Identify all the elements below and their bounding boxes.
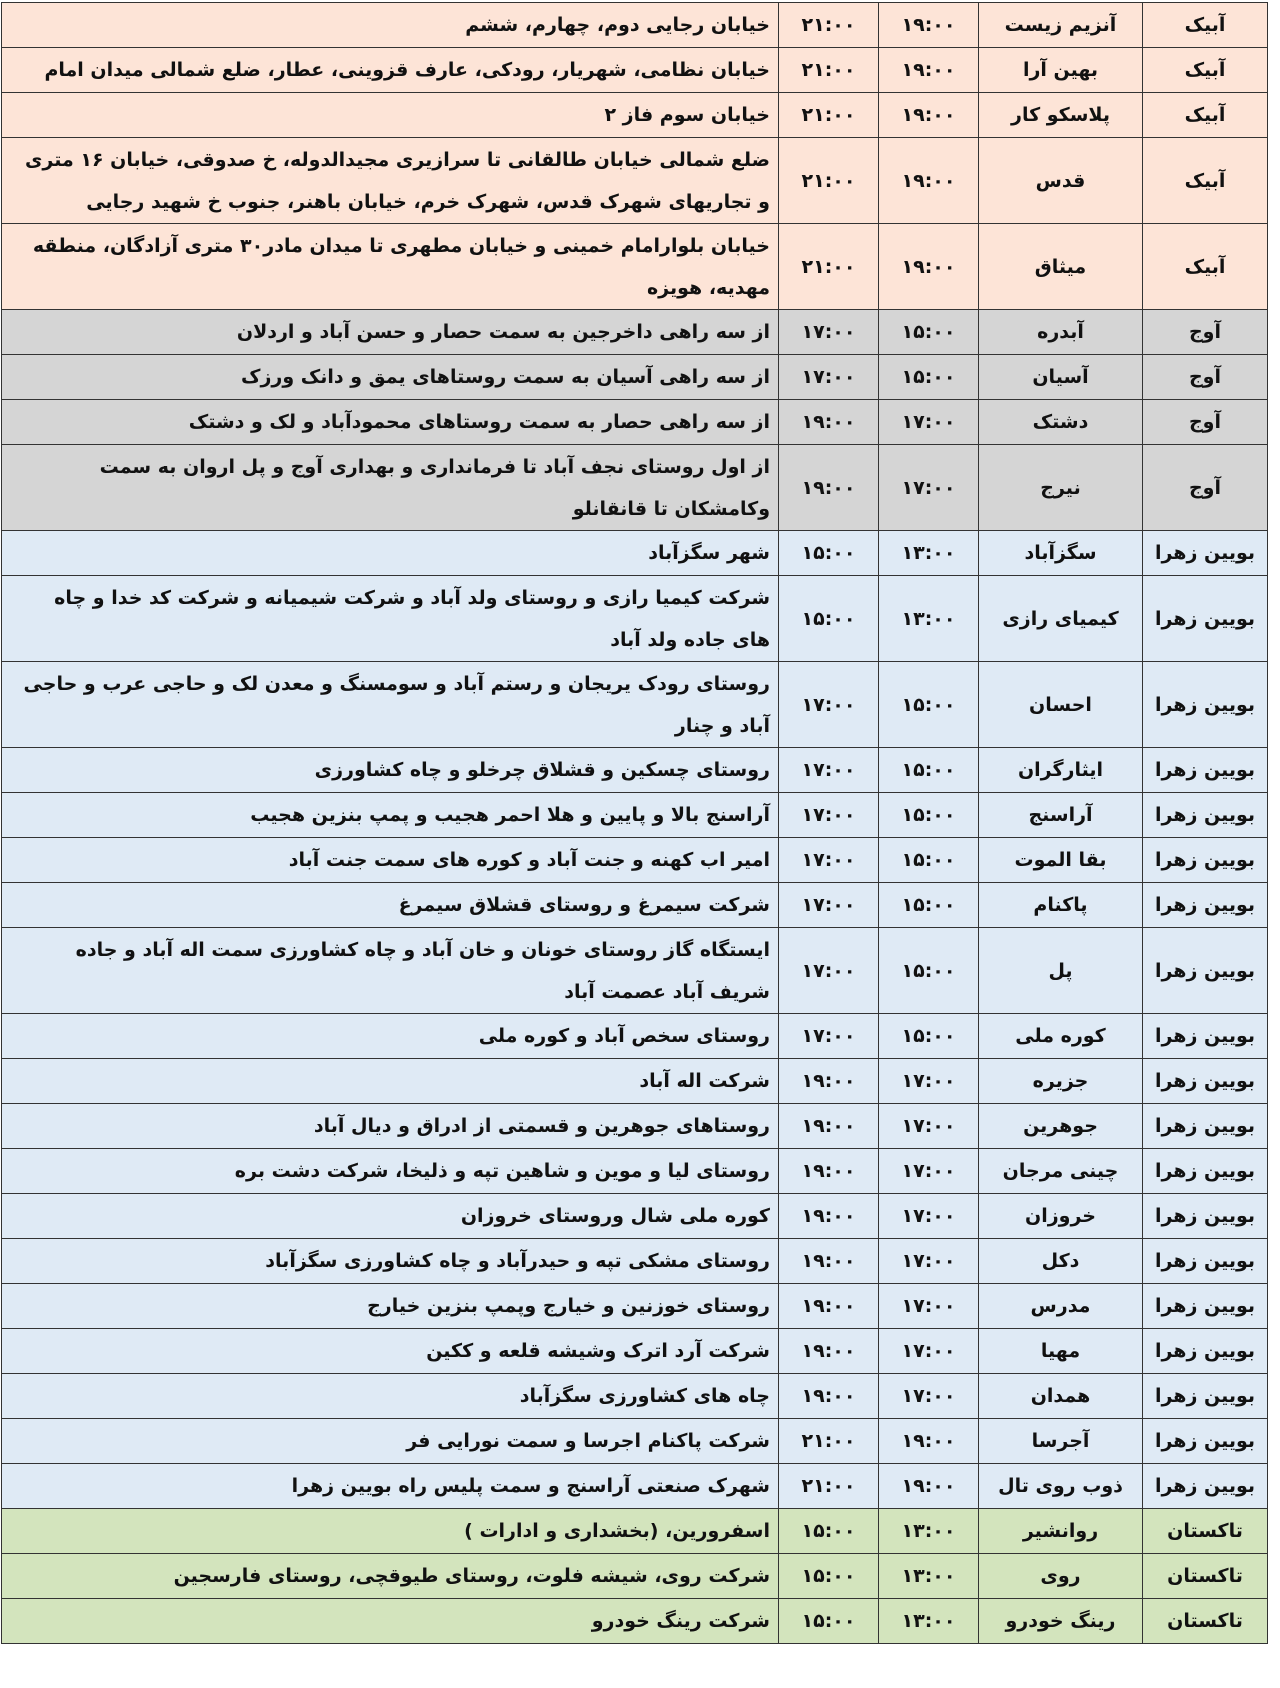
- description-cell: چاه های کشاورزی سگزآباد: [2, 1374, 779, 1419]
- start-time-cell: ۱۹:۰۰: [879, 3, 979, 48]
- city-cell: بویین زهرا: [1143, 1329, 1268, 1374]
- area-cell: پاکنام: [979, 883, 1143, 928]
- description-cell: روستاهای جوهرین و قسمتی از ادراق و دیال آباد: [2, 1104, 779, 1149]
- description-cell: شرکت اله آباد: [2, 1059, 779, 1104]
- table-row: [2, 445, 1268, 531]
- description-cell: روستای سخص آباد و کوره ملی: [2, 1014, 779, 1059]
- city-cell: بویین زهرا: [1143, 748, 1268, 793]
- description-cell: شرکت روی، شیشه فلوت، روستای طیوقچی، روستای فارسجین: [2, 1554, 779, 1599]
- city-cell: آبیک: [1143, 48, 1268, 93]
- start-time-cell: ۱۷:۰۰: [879, 1194, 979, 1239]
- end-time-cell: ۱۷:۰۰: [779, 355, 879, 400]
- end-time-cell: ۱۹:۰۰: [779, 1239, 879, 1284]
- end-time-cell: ۱۵:۰۰: [779, 1599, 879, 1644]
- end-time-cell: ۱۷:۰۰: [779, 883, 879, 928]
- end-time-cell: ۱۹:۰۰: [779, 400, 879, 445]
- city-cell: بویین زهرا: [1143, 1284, 1268, 1329]
- start-time-cell: ۱۵:۰۰: [879, 1014, 979, 1059]
- start-time-cell: ۱۷:۰۰: [879, 1284, 979, 1329]
- description-cell: شرکت رینگ خودرو: [2, 1599, 779, 1644]
- table-row: [2, 1599, 1268, 1644]
- table-row: [2, 1374, 1268, 1419]
- area-cell: مدرس: [979, 1284, 1143, 1329]
- city-cell: آوج: [1143, 310, 1268, 355]
- area-cell: آجرسا: [979, 1419, 1143, 1464]
- description-cell: روستای مشکی تپه و حیدرآباد و چاه کشاورزی سگزآباد: [2, 1239, 779, 1284]
- area-cell: آراسنج: [979, 793, 1143, 838]
- city-cell: بویین زهرا: [1143, 1194, 1268, 1239]
- start-time-cell: ۱۳:۰۰: [879, 1509, 979, 1554]
- end-time-cell: ۱۵:۰۰: [779, 531, 879, 576]
- city-cell: بویین زهرا: [1143, 576, 1268, 662]
- end-time-cell: ۱۷:۰۰: [779, 928, 879, 1014]
- description-cell: خیابان رجایی دوم، چهارم، ششم: [2, 3, 779, 48]
- table-row: [2, 1419, 1268, 1464]
- area-cell: آنزیم زیست: [979, 3, 1143, 48]
- end-time-cell: ۲۱:۰۰: [779, 1464, 879, 1509]
- city-cell: بویین زهرا: [1143, 662, 1268, 748]
- area-cell: جوهرین: [979, 1104, 1143, 1149]
- city-cell: بویین زهرا: [1143, 883, 1268, 928]
- area-cell: بقا الموت: [979, 838, 1143, 883]
- description-cell: از اول روستای نجف آباد تا فرمانداری و بهداری آوج و پل اروان به سمت وکامشکان تا قانقانلو: [2, 445, 779, 531]
- end-time-cell: ۱۵:۰۰: [779, 1509, 879, 1554]
- city-cell: بویین زهرا: [1143, 1059, 1268, 1104]
- city-cell: آبیک: [1143, 138, 1268, 224]
- area-cell: آبدره: [979, 310, 1143, 355]
- area-cell: مهیا: [979, 1329, 1143, 1374]
- end-time-cell: ۱۹:۰۰: [779, 445, 879, 531]
- start-time-cell: ۱۹:۰۰: [879, 1419, 979, 1464]
- end-time-cell: ۱۷:۰۰: [779, 748, 879, 793]
- description-cell: کوره ملی شال وروستای خروزان: [2, 1194, 779, 1239]
- description-cell: ضلع شمالی خیابان طالقانی تا سرازیری مجیدالدوله، خ صدوقی، خیابان ۱۶ متری و تجاریهای شهرک قدس، شهرک خرم، خیابان باهنر، جنوب خ شهید رجایی: [2, 138, 779, 224]
- description-cell: شرکت آرد اترک وشیشه قلعه و ککین: [2, 1329, 779, 1374]
- start-time-cell: ۱۵:۰۰: [879, 748, 979, 793]
- table-row: [2, 48, 1268, 93]
- description-cell: روستای خوزنین و خیارج وپمپ بنزین خیارج: [2, 1284, 779, 1329]
- table-row: [2, 1149, 1268, 1194]
- city-cell: تاکستان: [1143, 1509, 1268, 1554]
- city-cell: آبیک: [1143, 3, 1268, 48]
- end-time-cell: ۱۹:۰۰: [779, 1284, 879, 1329]
- table-row: [2, 3, 1268, 48]
- end-time-cell: ۱۷:۰۰: [779, 1014, 879, 1059]
- end-time-cell: ۱۷:۰۰: [779, 310, 879, 355]
- table-row: [2, 838, 1268, 883]
- area-cell: جزیره: [979, 1059, 1143, 1104]
- table-row: [2, 1014, 1268, 1059]
- start-time-cell: ۱۳:۰۰: [879, 1599, 979, 1644]
- end-time-cell: ۲۱:۰۰: [779, 138, 879, 224]
- table-row: [2, 1464, 1268, 1509]
- area-cell: ذوب روی تال: [979, 1464, 1143, 1509]
- description-cell: شرکت سیمرغ و روستای قشلاق سیمرغ: [2, 883, 779, 928]
- description-cell: خیابان سوم فاز ۲: [2, 93, 779, 138]
- area-cell: سگزآباد: [979, 531, 1143, 576]
- area-cell: پل: [979, 928, 1143, 1014]
- end-time-cell: ۱۹:۰۰: [779, 1059, 879, 1104]
- area-cell: روانشیر: [979, 1509, 1143, 1554]
- description-cell: از سه راهی حصار به سمت روستاهای محمودآباد و لک و دشتک: [2, 400, 779, 445]
- table-row: [2, 1104, 1268, 1149]
- end-time-cell: ۱۹:۰۰: [779, 1194, 879, 1239]
- start-time-cell: ۱۵:۰۰: [879, 883, 979, 928]
- area-cell: رینگ خودرو: [979, 1599, 1143, 1644]
- area-cell: خروزان: [979, 1194, 1143, 1239]
- description-cell: شهرک صنعتی آراسنج و سمت پلیس راه بویین زهرا: [2, 1464, 779, 1509]
- city-cell: آبیک: [1143, 93, 1268, 138]
- description-cell: از سه راهی داخرجین به سمت حصار و حسن آباد و اردلان: [2, 310, 779, 355]
- description-cell: از سه راهی آسیان به سمت روستاهای یمق و دانک ورزک: [2, 355, 779, 400]
- city-cell: بویین زهرا: [1143, 1464, 1268, 1509]
- start-time-cell: ۱۵:۰۰: [879, 662, 979, 748]
- area-cell: چینی مرجان: [979, 1149, 1143, 1194]
- city-cell: بویین زهرا: [1143, 1374, 1268, 1419]
- city-cell: آوج: [1143, 400, 1268, 445]
- description-cell: آراسنج بالا و پایین و هلا احمر هجیب و پمپ بنزین هجیب: [2, 793, 779, 838]
- description-cell: ایستگاه گاز روستای خونان و خان آباد و چاه کشاورزی سمت اله آباد و جاده شریف آباد عصمت آباد: [2, 928, 779, 1014]
- table-row: [2, 1554, 1268, 1599]
- start-time-cell: ۱۹:۰۰: [879, 93, 979, 138]
- schedule-rows: [2, 3, 1268, 1644]
- city-cell: بویین زهرا: [1143, 1239, 1268, 1284]
- area-cell: دشتک: [979, 400, 1143, 445]
- start-time-cell: ۱۷:۰۰: [879, 445, 979, 531]
- start-time-cell: ۱۹:۰۰: [879, 1464, 979, 1509]
- end-time-cell: ۱۹:۰۰: [779, 1149, 879, 1194]
- end-time-cell: ۱۷:۰۰: [779, 662, 879, 748]
- table-row: [2, 662, 1268, 748]
- table-row: [2, 138, 1268, 224]
- start-time-cell: ۱۷:۰۰: [879, 1149, 979, 1194]
- table-row: [2, 1194, 1268, 1239]
- end-time-cell: ۲۱:۰۰: [779, 93, 879, 138]
- area-cell: پلاسکو کار: [979, 93, 1143, 138]
- city-cell: آوج: [1143, 445, 1268, 531]
- end-time-cell: ۱۷:۰۰: [779, 793, 879, 838]
- start-time-cell: ۱۹:۰۰: [879, 48, 979, 93]
- table-row: [2, 928, 1268, 1014]
- table-row: [2, 883, 1268, 928]
- table-row: [2, 1329, 1268, 1374]
- table-row: [2, 531, 1268, 576]
- end-time-cell: ۱۹:۰۰: [779, 1329, 879, 1374]
- description-cell: اسفرورین، (بخشداری و ادارات ): [2, 1509, 779, 1554]
- table-row: [2, 1284, 1268, 1329]
- area-cell: کیمیای رازی: [979, 576, 1143, 662]
- end-time-cell: ۱۵:۰۰: [779, 576, 879, 662]
- description-cell: شهر سگزآباد: [2, 531, 779, 576]
- area-cell: قدس: [979, 138, 1143, 224]
- area-cell: آسیان: [979, 355, 1143, 400]
- table-row: [2, 1239, 1268, 1284]
- start-time-cell: ۱۵:۰۰: [879, 838, 979, 883]
- start-time-cell: ۱۹:۰۰: [879, 224, 979, 310]
- area-cell: احسان: [979, 662, 1143, 748]
- city-cell: آوج: [1143, 355, 1268, 400]
- start-time-cell: ۱۷:۰۰: [879, 400, 979, 445]
- description-cell: روستای لیا و موین و شاهین تپه و ذلیخا، شرکت دشت بره: [2, 1149, 779, 1194]
- start-time-cell: ۱۷:۰۰: [879, 1104, 979, 1149]
- end-time-cell: ۱۹:۰۰: [779, 1104, 879, 1149]
- table-row: [2, 224, 1268, 310]
- description-cell: شرکت کیمیا رازی و روستای ولد آباد و شرکت شیمیانه و شرکت کد خدا و چاه های جاده ولد آباد: [2, 576, 779, 662]
- start-time-cell: ۱۳:۰۰: [879, 576, 979, 662]
- table-row: [2, 93, 1268, 138]
- end-time-cell: ۱۵:۰۰: [779, 1554, 879, 1599]
- table-row: [2, 576, 1268, 662]
- end-time-cell: ۲۱:۰۰: [779, 3, 879, 48]
- city-cell: بویین زهرا: [1143, 1014, 1268, 1059]
- description-cell: خیابان بلوارامام خمینی و خیابان مطهری تا میدان مادر۳۰ متری آزادگان، منطقه مهدیه، هویزه: [2, 224, 779, 310]
- city-cell: تاکستان: [1143, 1599, 1268, 1644]
- city-cell: بویین زهرا: [1143, 928, 1268, 1014]
- area-cell: کوره ملی: [979, 1014, 1143, 1059]
- start-time-cell: ۱۵:۰۰: [879, 928, 979, 1014]
- start-time-cell: ۱۳:۰۰: [879, 531, 979, 576]
- city-cell: تاکستان: [1143, 1554, 1268, 1599]
- city-cell: بویین زهرا: [1143, 1419, 1268, 1464]
- city-cell: بویین زهرا: [1143, 1104, 1268, 1149]
- start-time-cell: ۱۷:۰۰: [879, 1329, 979, 1374]
- description-cell: شرکت پاکنام اجرسا و سمت نورایی فر: [2, 1419, 779, 1464]
- start-time-cell: ۱۳:۰۰: [879, 1554, 979, 1599]
- area-cell: روی: [979, 1554, 1143, 1599]
- city-cell: بویین زهرا: [1143, 1149, 1268, 1194]
- area-cell: بهین آرا: [979, 48, 1143, 93]
- city-cell: بویین زهرا: [1143, 793, 1268, 838]
- area-cell: نیرج: [979, 445, 1143, 531]
- city-cell: آبیک: [1143, 224, 1268, 310]
- table-row: [2, 400, 1268, 445]
- table-row: [2, 355, 1268, 400]
- end-time-cell: ۲۱:۰۰: [779, 1419, 879, 1464]
- description-cell: خیابان نظامی، شهریار، رودکی، عارف قزوینی، عطار، ضلع شمالی میدان امام: [2, 48, 779, 93]
- end-time-cell: ۲۱:۰۰: [779, 48, 879, 93]
- outage-schedule-table: [1, 2, 1268, 1644]
- start-time-cell: ۱۵:۰۰: [879, 310, 979, 355]
- end-time-cell: ۱۹:۰۰: [779, 1374, 879, 1419]
- end-time-cell: ۲۱:۰۰: [779, 224, 879, 310]
- city-cell: بویین زهرا: [1143, 838, 1268, 883]
- area-cell: دکل: [979, 1239, 1143, 1284]
- table-row: [2, 310, 1268, 355]
- area-cell: میثاق: [979, 224, 1143, 310]
- table-row: [2, 1059, 1268, 1104]
- start-time-cell: ۱۷:۰۰: [879, 1059, 979, 1104]
- table-row: [2, 748, 1268, 793]
- end-time-cell: ۱۷:۰۰: [779, 838, 879, 883]
- area-cell: ایثارگران: [979, 748, 1143, 793]
- city-cell: بویین زهرا: [1143, 531, 1268, 576]
- start-time-cell: ۱۹:۰۰: [879, 138, 979, 224]
- start-time-cell: ۱۵:۰۰: [879, 793, 979, 838]
- description-cell: روستای چسکین و قشلاق چرخلو و چاه کشاورزی: [2, 748, 779, 793]
- start-time-cell: ۱۷:۰۰: [879, 1239, 979, 1284]
- table-row: [2, 793, 1268, 838]
- start-time-cell: ۱۷:۰۰: [879, 1374, 979, 1419]
- description-cell: امیر اب کهنه و جنت آباد و کوره های سمت جنت آباد: [2, 838, 779, 883]
- start-time-cell: ۱۵:۰۰: [879, 355, 979, 400]
- table-row: [2, 1509, 1268, 1554]
- area-cell: همدان: [979, 1374, 1143, 1419]
- description-cell: روستای رودک یریجان و رستم آباد و سومسنگ و معدن لک و حاجی عرب و حاجی آباد و چنار: [2, 662, 779, 748]
